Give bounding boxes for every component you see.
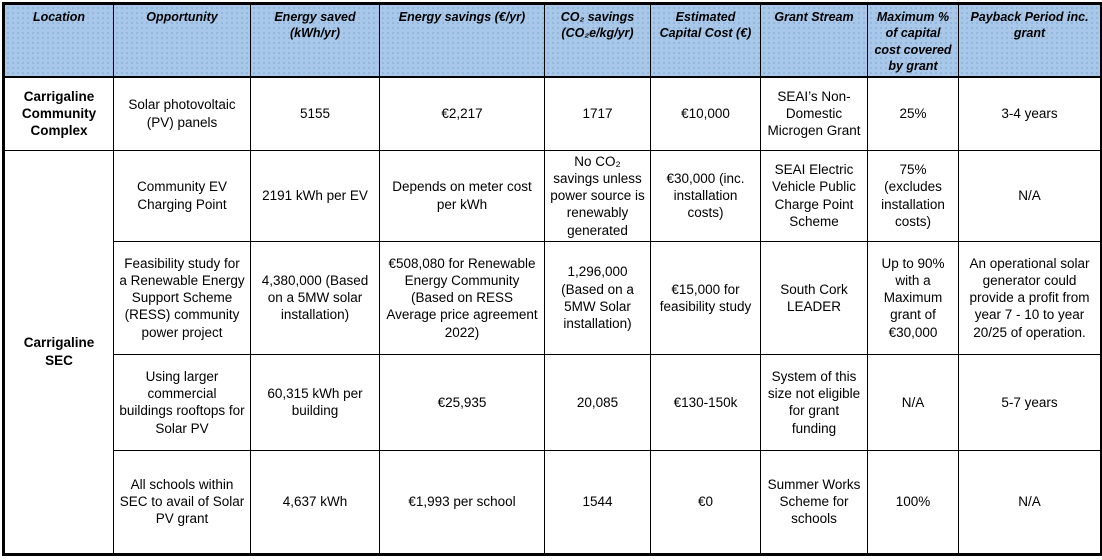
col-header-opportunity: Opportunity [114,4,251,78]
grant-stream-cell: SEAI Electric Vehicle Public Charge Point Scheme [761,150,868,241]
location-cell: Carrigaline Community Complex [4,77,114,150]
energy-saved-cell: 2191 kWh per EV [251,150,380,241]
col-header-grant-stream: Grant Stream [761,4,868,78]
energy-savings-cell: €508,080 for Renewable Energy Community (Based on RESS Average price agreement 2022) [380,241,545,354]
grant-stream-cell: Summer Works Scheme for schools [761,450,868,554]
co2-savings-cell: 1717 [545,77,651,150]
capital-cost-cell: €30,000 (inc. installation costs) [651,150,761,241]
co2-savings-cell: 1,296,000 (Based on a 5MW Solar installation) [545,241,651,354]
energy-saved-cell: 4,380,000 (Based on a 5MW solar installation) [251,241,380,354]
payback-cell: An operational solar generator could provide a profit from year 7 - 10 to year 20/25 of operation. [959,241,1102,354]
energy-savings-cell: €1,993 per school [380,450,545,554]
table-row-schools-solar [4,450,1102,554]
capital-cost-cell: €130-150k [651,354,761,450]
grant-stream-cell: South Cork LEADER [761,241,868,354]
energy-savings-cell: €2,217 [380,77,545,150]
col-header-max-grant-pct: Maximum % of capital cost covered by grant [868,4,959,78]
energy-opportunities-table [2,2,1102,556]
payback-cell: N/A [959,450,1102,554]
col-header-payback-period: Payback Period inc. grant [959,4,1102,78]
grant-stream-cell: SEAI’s Non-Domestic Microgen Grant [761,77,868,150]
opportunity-cell: All schools within SEC to avail of Solar PV grant [114,450,251,554]
energy-saved-cell: 5155 [251,77,380,150]
energy-saved-cell: 4,637 kWh [251,450,380,554]
col-header-location: Location [4,4,114,78]
capital-cost-cell: €15,000 for feasibility study [651,241,761,354]
table-row-commercial-rooftops [4,354,1102,450]
payback-cell: 3-4 years [959,77,1102,150]
payback-cell: 5-7 years [959,354,1102,450]
opportunity-cell: Feasibility study for a Renewable Energy Support Scheme (RESS) community power project [114,241,251,354]
opportunity-cell: Using larger commercial buildings rooftops for Solar PV [114,354,251,450]
max-grant-cell: 100% [868,450,959,554]
co2-savings-cell: 20,085 [545,354,651,450]
header-row [4,4,1102,78]
table-row-community-complex [4,77,1102,150]
col-header-energy-savings: Energy savings (€/yr) [380,4,545,78]
co2-savings-cell: 1544 [545,450,651,554]
capital-cost-cell: €0 [651,450,761,554]
energy-savings-cell: €25,935 [380,354,545,450]
location-cell: Carrigaline SEC [4,150,114,554]
payback-cell: N/A [959,150,1102,241]
max-grant-cell: 25% [868,77,959,150]
max-grant-cell: N/A [868,354,959,450]
max-grant-cell: 75% (excludes installation costs) [868,150,959,241]
energy-saved-cell: 60,315 kWh per building [251,354,380,450]
capital-cost-cell: €10,000 [651,77,761,150]
energy-savings-cell: Depends on meter cost per kWh [380,150,545,241]
opportunity-cell: Community EV Charging Point [114,150,251,241]
col-header-capital-cost: Estimated Capital Cost (€) [651,4,761,78]
opportunity-cell: Solar photovoltaic (PV) panels [114,77,251,150]
co2-savings-cell: No CO₂ savings unless power source is renewably generated [545,150,651,241]
table-row-ev-charging [4,150,1102,241]
max-grant-cell: Up to 90% with a Maximum grant of €30,000 [868,241,959,354]
table-row-ress-feasibility [4,241,1102,354]
grant-stream-cell: System of this size not eligible for grant funding [761,354,868,450]
col-header-co2-savings: CO₂ savings (CO₂e/kg/yr) [545,4,651,78]
col-header-energy-saved: Energy saved (kWh/yr) [251,4,380,78]
